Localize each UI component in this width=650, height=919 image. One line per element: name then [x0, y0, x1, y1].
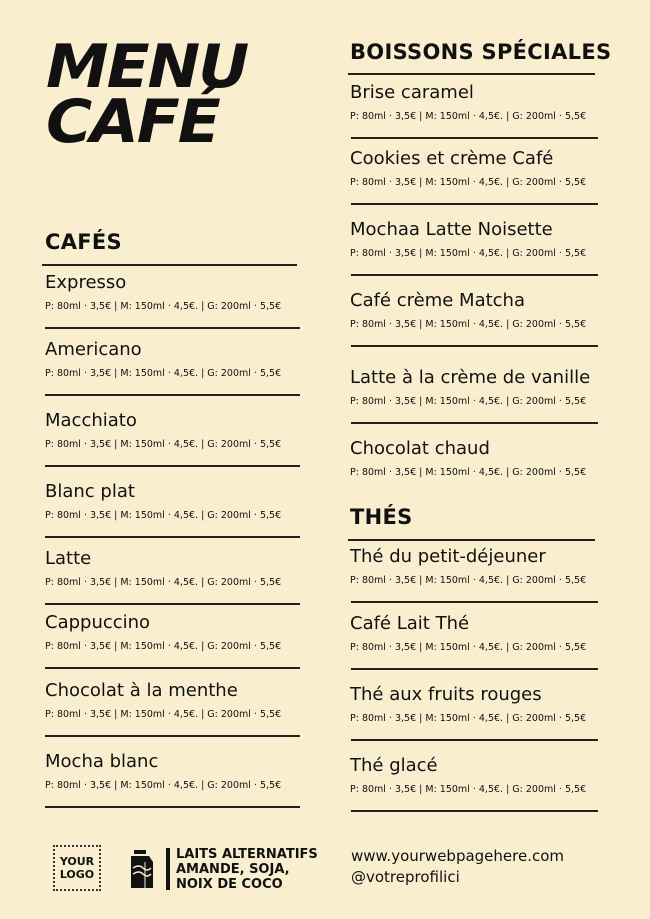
alternative-milks — [176, 847, 318, 892]
item-divider — [351, 810, 598, 812]
menu-item-price: P: 80ml · 3,5€ | M: 150ml · 4,5€. | G: 200ml · 5,5€ — [350, 467, 587, 478]
menu-item-name: Thé aux fruits rouges — [350, 684, 542, 705]
menu-item-name: Blanc plat — [45, 481, 135, 502]
menu-item-price: P: 80ml · 3,5€ | M: 150ml · 4,5€. | G: 200ml · 5,5€ — [350, 713, 587, 724]
menu-item-name: Americano — [45, 339, 142, 360]
menu-item-name: Chocolat chaud — [350, 438, 490, 459]
menu-item-price: P: 80ml · 3,5€ | M: 150ml · 4,5€. | G: 200ml · 5,5€ — [350, 248, 587, 259]
menu-item-price: P: 80ml · 3,5€ | M: 150ml · 4,5€. | G: 200ml · 5,5€ — [45, 368, 282, 379]
menu-item-name: Macchiato — [45, 410, 137, 431]
menu-item-price: P: 80ml · 3,5€ | M: 150ml · 4,5€. | G: 200ml · 5,5€ — [350, 111, 587, 122]
menu-title — [46, 32, 248, 157]
menu-item-name: Brise caramel — [350, 82, 474, 103]
section-divider — [42, 264, 297, 266]
item-divider — [351, 274, 598, 276]
item-divider — [351, 739, 598, 741]
item-divider — [45, 327, 300, 329]
menu-item-name: Thé glacé — [350, 755, 438, 776]
section-divider — [348, 539, 595, 541]
alt-line1: LAITS ALTERNATIFS — [176, 847, 318, 862]
contact-info — [351, 846, 564, 888]
logo-placeholder — [53, 845, 101, 891]
menu-item-price: P: 80ml · 3,5€ | M: 150ml · 4,5€. | G: 200ml · 5,5€ — [45, 641, 282, 652]
section-heading-thes: THÉS — [350, 505, 413, 529]
menu-item-name: Cappuccino — [45, 612, 151, 633]
menu-item-price: P: 80ml · 3,5€ | M: 150ml · 4,5€. | G: 200ml · 5,5€ — [350, 642, 587, 653]
alt-line3: NOIX DE COCO — [176, 877, 283, 892]
menu-item-price: P: 80ml · 3,5€ | M: 150ml · 4,5€. | G: 200ml · 5,5€ — [45, 439, 282, 450]
item-divider — [351, 422, 598, 424]
section-divider — [348, 73, 595, 75]
menu-item-name: Mochaa Latte Noisette — [350, 219, 553, 240]
menu-item-price: P: 80ml · 3,5€ | M: 150ml · 4,5€. | G: 200ml · 5,5€ — [350, 177, 587, 188]
menu-item-price: P: 80ml · 3,5€ | M: 150ml · 4,5€. | G: 200ml · 5,5€ — [45, 577, 282, 588]
item-divider — [351, 203, 598, 205]
item-divider — [45, 394, 300, 396]
menu-item-name: Thé du petit-déjeuner — [350, 546, 546, 567]
menu-item-price: P: 80ml · 3,5€ | M: 150ml · 4,5€. | G: 200ml · 5,5€ — [350, 784, 587, 795]
menu-item-price: P: 80ml · 3,5€ | M: 150ml · 4,5€. | G: 200ml · 5,5€ — [350, 575, 587, 586]
item-divider — [45, 667, 300, 669]
menu-item-price: P: 80ml · 3,5€ | M: 150ml · 4,5€. | G: 200ml · 5,5€ — [45, 709, 282, 720]
menu-item-price: P: 80ml · 3,5€ | M: 150ml · 4,5€. | G: 200ml · 5,5€ — [45, 780, 282, 791]
logo-line1: YOUR — [59, 855, 95, 868]
item-divider — [45, 806, 300, 808]
section-heading-boissons: BOISSONS SPÉCIALES — [350, 40, 612, 64]
menu-item-name: Cookies et crème Café — [350, 148, 554, 169]
menu-item-price: P: 80ml · 3,5€ | M: 150ml · 4,5€. | G: 200ml · 5,5€ — [45, 301, 282, 312]
menu-item-price: P: 80ml · 3,5€ | M: 150ml · 4,5€. | G: 200ml · 5,5€ — [350, 396, 587, 407]
menu-item-name: Mocha blanc — [45, 751, 159, 772]
menu-item-name: Café Lait Thé — [350, 613, 470, 634]
item-divider — [351, 137, 598, 139]
menu-item-price: P: 80ml · 3,5€ | M: 150ml · 4,5€. | G: 200ml · 5,5€ — [350, 319, 587, 330]
item-divider — [351, 668, 598, 670]
item-divider — [45, 465, 300, 467]
menu-item-name: Chocolat à la menthe — [45, 680, 238, 701]
menu-item-name: Café crème Matcha — [350, 290, 525, 311]
title-line1: MENU — [46, 32, 248, 102]
website-link[interactable]: www.yourwebpagehere.com — [351, 847, 565, 865]
title-line2: CAFÉ — [46, 87, 219, 157]
item-divider — [45, 735, 300, 737]
menu-item-name: Expresso — [45, 272, 127, 293]
milk-carton-icon — [129, 850, 155, 888]
divider-bar — [166, 848, 170, 890]
menu-item-name: Latte à la crème de vanille — [350, 367, 591, 388]
alt-line2: AMANDE, SOJA, — [176, 862, 290, 877]
menu-item-price: P: 80ml · 3,5€ | M: 150ml · 4,5€. | G: 200ml · 5,5€ — [45, 510, 282, 521]
social-handle[interactable]: @votreprofilici — [351, 868, 460, 886]
item-divider — [45, 603, 300, 605]
item-divider — [45, 536, 300, 538]
item-divider — [351, 601, 598, 603]
menu-item-name: Latte — [45, 548, 92, 569]
section-heading-cafes: CAFÉS — [45, 230, 122, 254]
item-divider — [351, 345, 598, 347]
logo-line2: LOGO — [59, 868, 95, 881]
